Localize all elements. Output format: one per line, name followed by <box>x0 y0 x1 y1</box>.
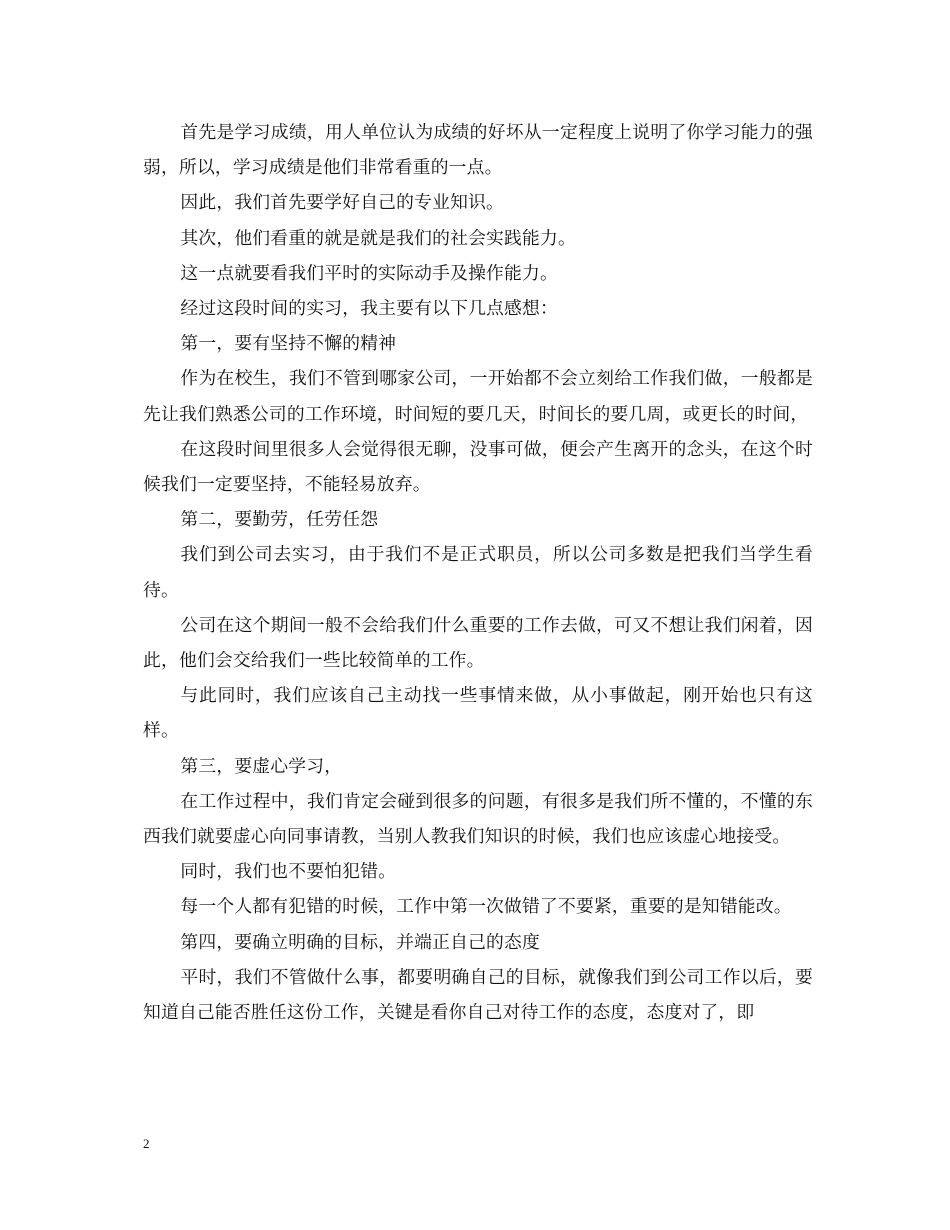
paragraph: 我们到公司去实习，由于我们不是正式职员，所以公司多数是把我们当学生看待。 <box>143 544 813 601</box>
section-heading-fourth: 第四，要确立明确的目标，并端正自己的态度 <box>180 931 541 953</box>
paragraph: 其次，他们看重的就是就是我们的社会实践能力。 <box>180 227 576 249</box>
paragraph: 在工作过程中，我们肯定会碰到很多的问题，有很多是我们所不懂的，不懂的东西我们就要虚心向同事请教，当别人教我们知识的时候，我们也应该虚心地接受。 <box>143 790 813 848</box>
paragraph: 经过这段时间的实习，我主要有以下几点感想： <box>180 298 558 320</box>
paragraph: 作为在校生，我们不管到哪家公司，一开始都不会立刻给工作我们做，一般都是先让我们熟悉公司的工作环境，时间短的要几天，时间长的要几周，或更长的时间， <box>143 368 813 425</box>
paragraph: 与此同时，我们应该自己主动找一些事情来做，从小事做起，刚开始也只有这样。 <box>143 685 813 742</box>
paragraph: 每一个人都有犯错的时候，工作中第一次做错了不要紧，重要的是知错能改。 <box>180 896 792 918</box>
paragraph: 首先是学习成绩，用人单位认为成绩的好坏从一定程度上说明了你学习能力的强弱，所以，学习成绩是他们非常看重的一点。 <box>143 122 813 179</box>
section-heading-first: 第一，要有坚持不懈的精神 <box>180 333 397 355</box>
paragraph: 平时，我们不管做什么事，都要明确自己的目标，就像我们到公司工作以后，要知道自己能否胜任这份工作，关键是看你自己对待工作的态度，态度对了，即 <box>143 966 813 1024</box>
paragraph: 因此，我们首先要学好自己的专业知识。 <box>180 192 505 214</box>
section-heading-third: 第三，要虚心学习， <box>180 755 343 777</box>
paragraph: 公司在这个期间一般不会给我们什么重要的工作去做，可又不想让我们闲着，因此，他们会交给我们一些比较简单的工作。 <box>143 614 813 672</box>
paragraph: 同时，我们也不要怕犯错。 <box>180 861 397 883</box>
section-heading-second: 第二，要勤劳，任劳任怨 <box>180 509 379 531</box>
paragraph: 这一点就要看我们平时的实际动手及操作能力。 <box>180 262 558 284</box>
body-text <box>143 115 813 1030</box>
paragraph: 在这段时间里很多人会觉得很无聊，没事可做，便会产生离开的念头，在这个时候我们一定要坚持，不能轻易放弃。 <box>143 438 813 496</box>
page-number: 2 <box>143 1136 150 1151</box>
